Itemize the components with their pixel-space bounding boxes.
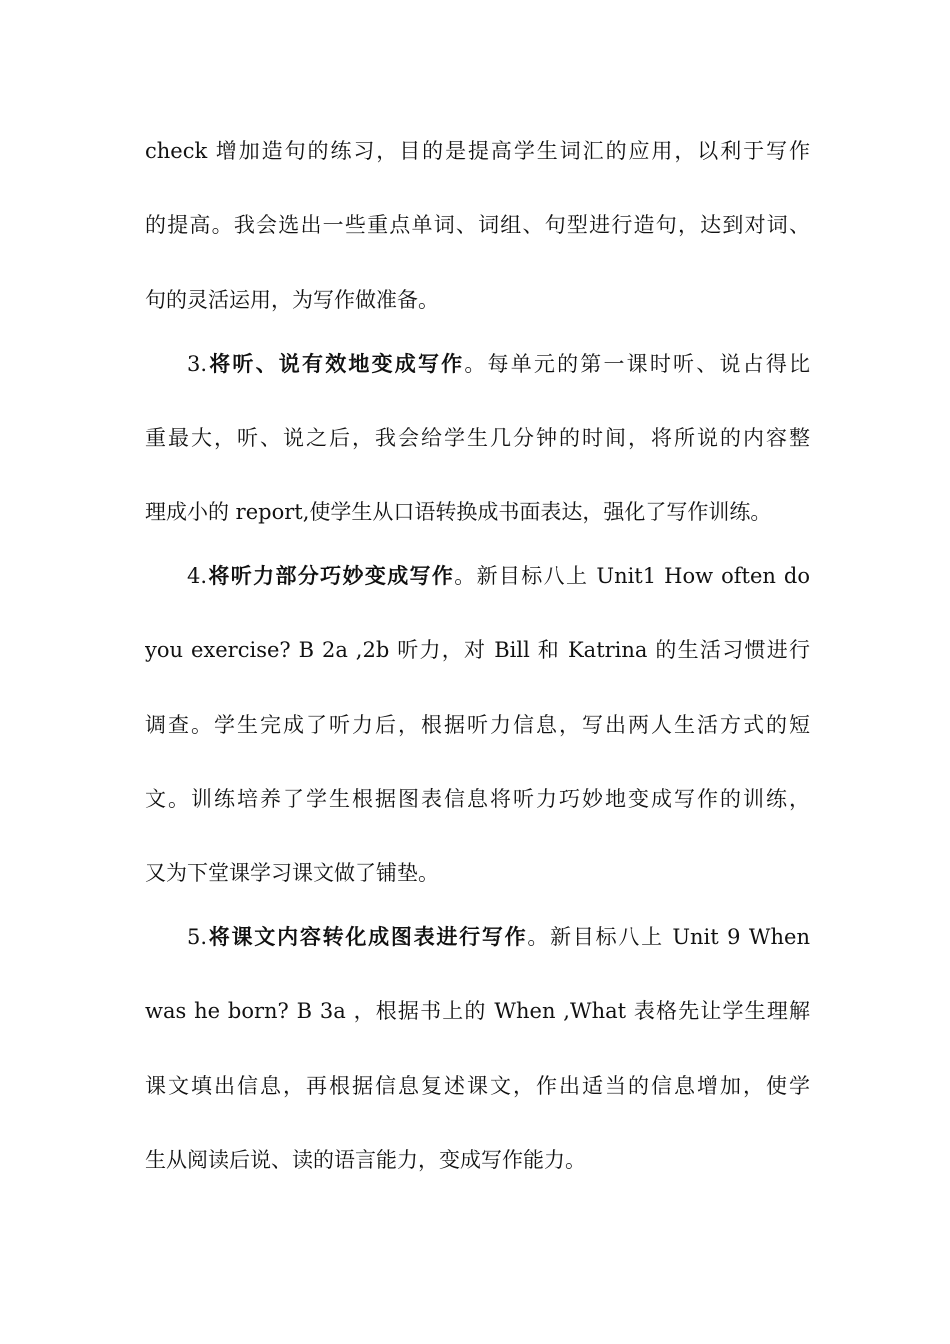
paragraph-3-first-line xyxy=(187,349,810,379)
paragraph-4-heading: 将听力部分巧妙变成写作 xyxy=(207,563,455,588)
paragraph-4-line-2: you exercise? B 2a ,2b 听力，对 Bill 和 Katrina 的生活习惯进行 xyxy=(145,638,810,662)
paragraph-1-line-1: check 增加造句的练习，目的是提高学生词汇的应用，以利于写作 xyxy=(145,139,810,163)
paragraph-1-line-2: 的提高。我会选出一些重点单词、词组、句型进行造句，达到对词、 xyxy=(145,213,810,237)
paragraph-5-line-4: 生从阅读后说、读的语言能力，变成写作能力。 xyxy=(145,1148,586,1172)
paragraph-3-line-2: 重最大，听、说之后，我会给学生几分钟的时间，将所说的内容整 xyxy=(145,426,810,450)
paragraph-3-first-line-rest: 。每单元的第一课时听、说占得比 xyxy=(464,352,810,376)
paragraph-5-heading: 将课文内容转化成图表进行写作 xyxy=(207,924,528,949)
paragraph-3-heading: 将听、说有效地变成写作 xyxy=(207,351,465,376)
paragraph-5-first-line-rest: 。新目标八上 Unit 9 When xyxy=(527,925,810,949)
paragraph-4-first-line xyxy=(187,561,810,591)
paragraph-4-number: 4. xyxy=(187,564,208,588)
paragraph-5-line-2: was he born? B 3a ，根据书上的 When ,What 表格先让学生理解 xyxy=(145,999,810,1023)
paragraph-1-line-3: 句的灵活运用，为写作做准备。 xyxy=(145,288,439,312)
paragraph-4-line-4: 文。训练培养了学生根据图表信息将听力巧妙地变成写作的训练， xyxy=(145,787,810,811)
paragraph-4-line-3: 调查。学生完成了听力后，根据听力信息，写出两人生活方式的短 xyxy=(145,713,810,737)
paragraph-5-line-3: 课文填出信息，再根据信息复述课文，作出适当的信息增加，使学 xyxy=(145,1074,810,1098)
paragraph-5-number: 5. xyxy=(187,925,208,949)
paragraph-5-first-line xyxy=(187,922,810,952)
paragraph-3-line-3: 理成小的 report,使学生从口语转换成书面表达，强化了写作训练。 xyxy=(145,500,772,524)
paragraph-4-first-line-rest: 。新目标八上 Unit1 How often do xyxy=(454,564,810,588)
paragraph-4-line-5: 又为下堂课学习课文做了铺垫。 xyxy=(145,861,439,885)
paragraph-3-number: 3. xyxy=(187,352,208,376)
